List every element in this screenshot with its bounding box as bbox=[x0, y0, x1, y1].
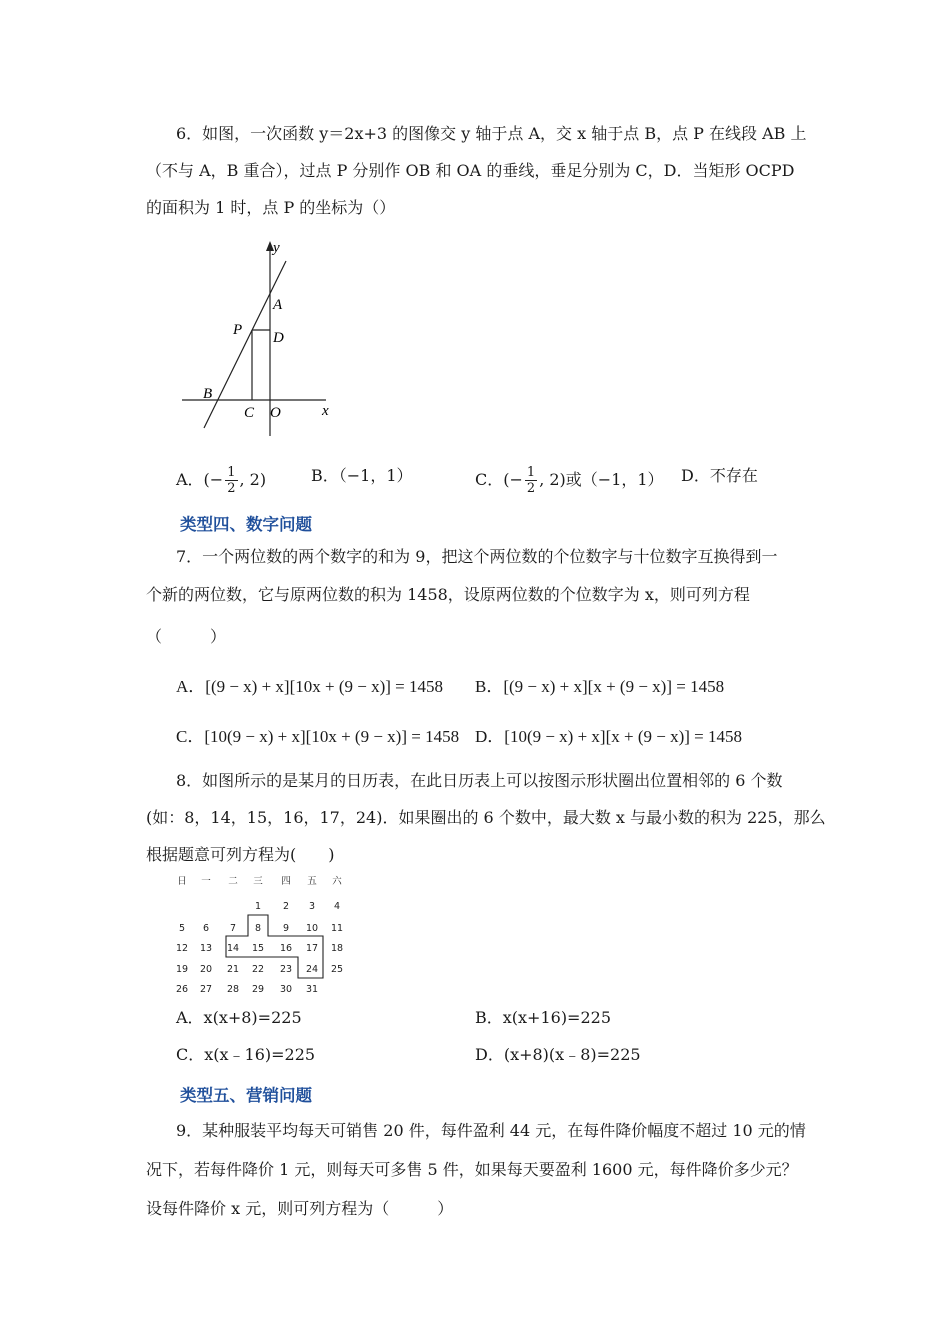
q6-option-b: B．（−1，1） bbox=[311, 466, 413, 485]
calendar-day: 11 bbox=[330, 923, 344, 934]
q8-option-b: B．x(x+16)=225 bbox=[475, 1008, 612, 1027]
calendar-weekday: 四 bbox=[281, 876, 291, 887]
calendar-day: 3 bbox=[308, 901, 316, 912]
calendar-day: 24 bbox=[305, 964, 319, 975]
calendar-day: 6 bbox=[202, 923, 210, 934]
q8-option-a: A．x(x+8)=225 bbox=[176, 1008, 302, 1027]
calendar-day: 1 bbox=[254, 901, 262, 912]
calendar-weekday: 一 bbox=[201, 876, 211, 887]
q7-line-1: 7．一个两位数的两个数字的和为 9，把这个两位数的个位数字与十位数字互换得到一 bbox=[176, 547, 778, 566]
calendar-day: 5 bbox=[178, 923, 186, 934]
q6-line-2: （不与 A，B 重合），过点 P 分别作 OB 和 OA 的垂线，垂足分别为 C，D．当矩形 OCPD bbox=[146, 161, 795, 180]
calendar-day: 16 bbox=[279, 943, 293, 954]
q8-option-c: C．x(x﹣16)=225 bbox=[176, 1045, 316, 1064]
label-a: A bbox=[273, 297, 283, 313]
calendar-day: 18 bbox=[330, 943, 344, 954]
q8-line-3: 根据题意可列方程为( ) bbox=[146, 845, 335, 864]
calendar-weekday-row bbox=[177, 876, 342, 887]
calendar-day: 10 bbox=[305, 923, 319, 934]
calendar-day: 8 bbox=[254, 923, 262, 934]
q6-option-a: A．(− $\frac{1}{2}$ , 2) bbox=[176, 465, 267, 496]
calendar-weekday: 二 bbox=[228, 876, 238, 887]
calendar-day: 28 bbox=[226, 984, 240, 995]
q7-line-3: （ ） bbox=[146, 627, 227, 646]
q9-line-2: 况下，若每件降价 1 元，则每天可多售 5 件，如果每天要盈利 1600 元，每件降价多少元？ bbox=[146, 1160, 798, 1179]
q7-option-b: B．[(9 − x) + x][x + (9 − x)] = 1458 bbox=[475, 677, 725, 696]
q8-line-1: 8．如图所示的是某月的日历表，在此日历表上可以按图示形状圈出位置相邻的 6 个数 bbox=[176, 771, 783, 790]
label-y: y bbox=[273, 240, 280, 256]
q6-line-3: 的面积为 1 时，点 P 的坐标为（） bbox=[146, 198, 396, 217]
q7-option-c: C．[10(9 − x) + x][10x + (9 − x)] = 1458 bbox=[176, 727, 460, 746]
fraction-denominator: 2 bbox=[227, 481, 236, 496]
q8-option-d: D．(x+8)(x﹣8)=225 bbox=[475, 1045, 641, 1064]
q8-line-2: (如：8，14，15，16，17，24)．如果圈出的 6 个数中，最大数 x 与最小数的积为 225，那么 bbox=[146, 808, 826, 827]
calendar-day: 14 bbox=[226, 943, 240, 954]
label-c: C bbox=[244, 405, 255, 421]
q6-option-c: C．(− $\frac{1}{2}$ , 2)或（−1，1） bbox=[475, 465, 664, 496]
calendar-day: 22 bbox=[251, 964, 265, 975]
calendar-day: 15 bbox=[251, 943, 265, 954]
q9-line-1: 9．某种服装平均每天可销售 20 件，每件盈利 44 元，在每件降价幅度不超过 10 元的情 bbox=[176, 1121, 806, 1140]
calendar-day: 9 bbox=[282, 923, 290, 934]
calendar-weekday: 五 bbox=[307, 876, 317, 887]
calendar-day: 19 bbox=[175, 964, 189, 975]
calendar-weekday: 三 bbox=[253, 876, 263, 887]
calendar-day: 12 bbox=[175, 943, 189, 954]
calendar-day: 31 bbox=[305, 984, 319, 995]
calendar-day: 20 bbox=[199, 964, 213, 975]
q9-line-3: 设每件降价 x 元，则可列方程为（ ） bbox=[146, 1199, 454, 1218]
calendar-weekday: 六 bbox=[332, 876, 342, 887]
q6-line-1: 6．如图，一次函数 y＝2x+3 的图像交 y 轴于点 A，交 x 轴于点 B，点 P 在线段 AB 上 bbox=[176, 124, 807, 143]
fraction-numerator: 1 bbox=[526, 465, 536, 480]
calendar-day: 25 bbox=[330, 964, 344, 975]
q7-option-a: A．[(9 − x) + x][10x + (9 − x)] = 1458 bbox=[176, 677, 444, 696]
label-o: O bbox=[270, 405, 281, 421]
label-p: P bbox=[233, 322, 243, 338]
q6-figure bbox=[176, 236, 346, 441]
label-x: x bbox=[322, 403, 329, 419]
q7-option-d: D．[10(9 − x) + x][x + (9 − x)] = 1458 bbox=[475, 727, 743, 746]
calendar-day: 21 bbox=[226, 964, 240, 975]
calendar-day: 30 bbox=[279, 984, 293, 995]
calendar-day: 27 bbox=[199, 984, 213, 995]
fraction-denominator: 2 bbox=[526, 481, 536, 496]
label-d: D bbox=[273, 330, 284, 346]
q8-calendar bbox=[166, 868, 356, 998]
calendar-day: 2 bbox=[282, 901, 290, 912]
section-heading-4: 类型四、数字问题 bbox=[180, 515, 312, 534]
calendar-day: 26 bbox=[175, 984, 189, 995]
calendar-day: 23 bbox=[279, 964, 293, 975]
calendar-day: 29 bbox=[251, 984, 265, 995]
section-heading-5: 类型五、营销问题 bbox=[180, 1086, 312, 1105]
label-b: B bbox=[203, 386, 213, 402]
calendar-weekday: 日 bbox=[177, 876, 187, 887]
q6-option-d: D．不存在 bbox=[681, 466, 758, 485]
calendar-day: 4 bbox=[333, 901, 341, 912]
calendar-day: 7 bbox=[229, 923, 237, 934]
calendar-day: 13 bbox=[199, 943, 213, 954]
calendar-day: 17 bbox=[305, 943, 319, 954]
q7-line-2: 个新的两位数，它与原两位数的积为 1458，设原两位数的个位数字为 x，则可列方程 bbox=[146, 585, 750, 604]
fraction-numerator: 1 bbox=[227, 465, 236, 480]
